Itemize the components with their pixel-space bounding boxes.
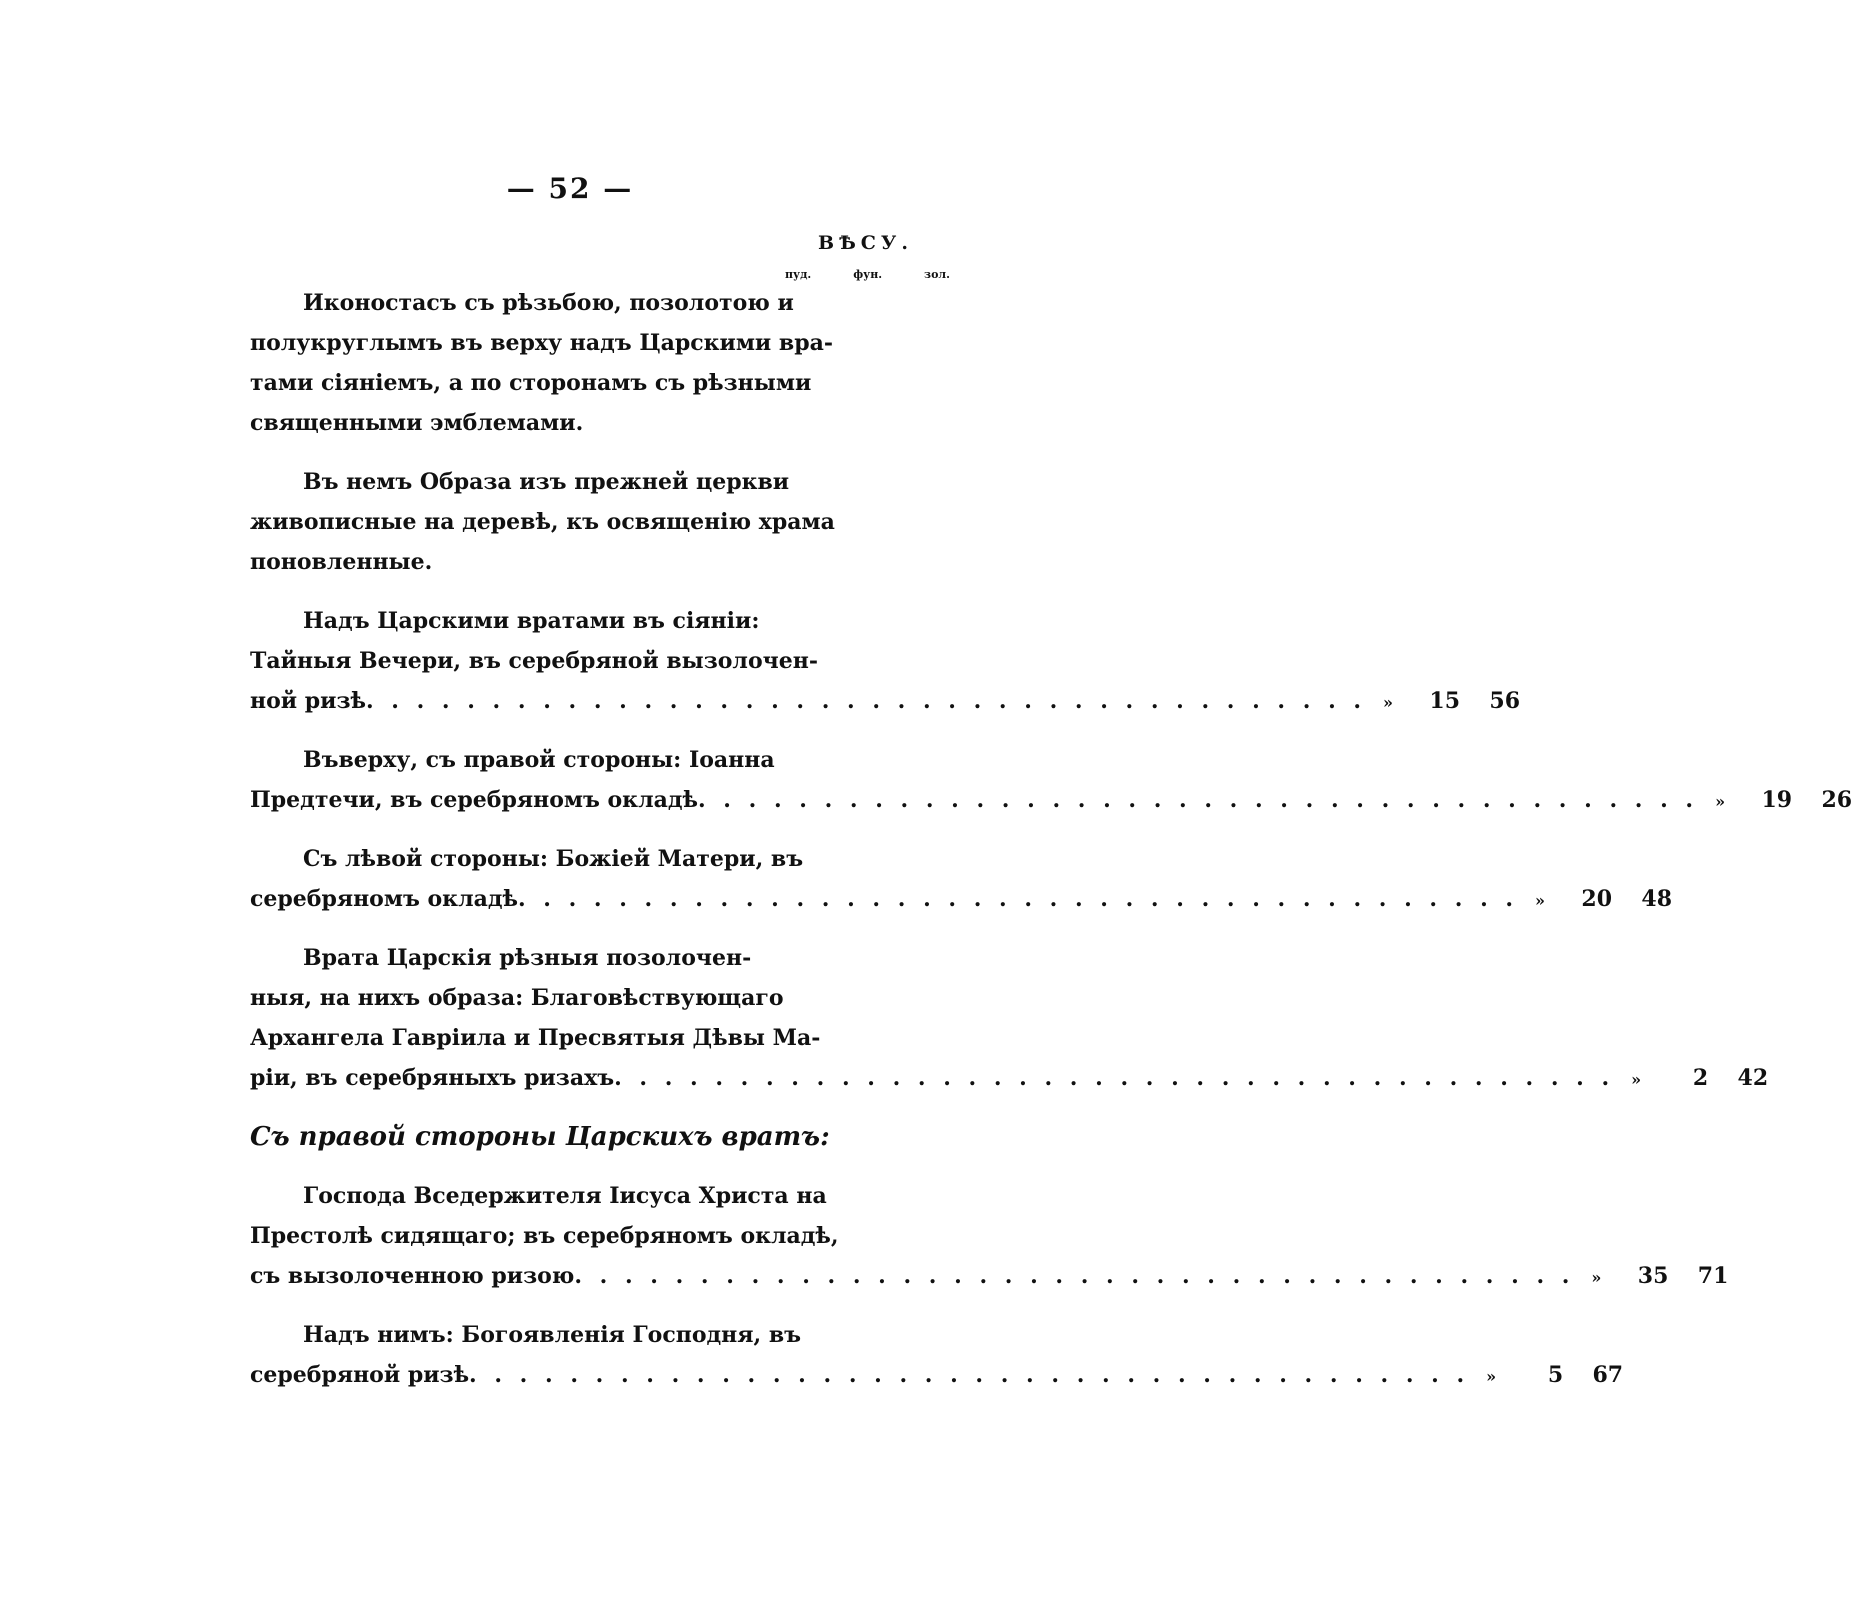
dot-leader	[614, 1058, 1614, 1098]
ditto-mark: »	[1486, 1367, 1497, 1386]
weight-zol: 67	[1592, 1362, 1624, 1388]
weight-fun: 2	[1692, 1065, 1709, 1091]
weight-fun: 19	[1761, 787, 1793, 813]
entry-line: полукруглымъ въ верху надъ Царскими вра-	[250, 330, 833, 356]
weight-zol: 42	[1737, 1065, 1769, 1091]
entry-christ-pantocrator	[250, 1176, 1729, 1296]
unit-pud: пуд.	[785, 268, 812, 281]
entry-last-supper	[250, 601, 1521, 721]
ditto-mark: »	[1383, 693, 1394, 712]
weight-zol: 26	[1821, 787, 1852, 813]
weight-fun: 35	[1637, 1263, 1669, 1289]
entry-line: живописные на деревѣ, къ освященію храма	[250, 509, 835, 535]
dot-leader	[469, 1355, 1469, 1395]
entry-line: тами сіяніемъ, а по сторонамъ съ рѣзными	[250, 370, 812, 396]
entry-line: серебряномъ окладѣ	[250, 886, 518, 912]
entry-line: Тайныя Вечери, въ серебряной вызолочен-	[250, 648, 818, 674]
ditto-mark: »	[1535, 891, 1546, 910]
entry-line: Въ немъ Образа изъ прежней церкви	[303, 469, 790, 495]
entry-line: Господа Вседержителя Іисуса Христа на	[303, 1183, 827, 1209]
weight-fun: 20	[1581, 886, 1613, 912]
entry-icons-intro	[250, 462, 950, 582]
weight-units-row	[785, 268, 950, 281]
entry-line: Врата Царскія рѣзныя позолочен-	[303, 945, 752, 971]
weight-zol: 71	[1697, 1263, 1729, 1289]
entry-line: Иконостасъ съ рѣзьбою, позолотою и	[303, 290, 794, 316]
entry-john-forerunner	[250, 740, 1852, 820]
unit-zol: зол.	[924, 268, 950, 281]
entry-line: ріи, въ серебряныхъ ризахъ	[250, 1065, 615, 1091]
entry-line: съ вызолоченною ризою	[250, 1263, 575, 1289]
entry-line: Предтечи, въ серебряномъ окладѣ	[250, 787, 698, 813]
entry-line: ныя, на нихъ образа: Благовѣствующаго	[250, 985, 784, 1011]
page-number: — 52 —	[506, 172, 634, 205]
entry-line: поновленные.	[250, 549, 433, 575]
weight-fun: 5	[1547, 1362, 1564, 1388]
entry-mother-of-god	[250, 839, 1673, 919]
dot-leader	[574, 1256, 1574, 1296]
entry-theophany	[250, 1315, 1624, 1395]
weight-fun: 15	[1429, 688, 1461, 714]
entry-line: Престолѣ сидящаго; въ серебряномъ окладѣ,	[250, 1223, 839, 1249]
entry-line: Надъ нимъ: Богоявленія Господня, въ	[303, 1322, 802, 1348]
entry-line: Архангела Гавріила и Пресвятыя Дѣвы Ма-	[250, 1025, 821, 1051]
entry-line: ной ризѣ	[250, 688, 366, 714]
entry-line: священными эмблемами.	[250, 410, 584, 436]
entry-royal-doors	[250, 938, 1769, 1098]
section-heading: Съ правой стороны Царскихъ вратъ:	[250, 1122, 830, 1152]
ditto-mark: »	[1591, 1268, 1602, 1287]
entry-line: Въверху, съ правой стороны: Іоанна	[303, 747, 775, 773]
ditto-mark: »	[1715, 792, 1726, 811]
entry-line: Съ лѣвой стороны: Божіей Матери, въ	[303, 846, 804, 872]
unit-fun: фун.	[853, 268, 883, 281]
dot-leader	[518, 879, 1518, 919]
weight-zol: 56	[1489, 688, 1521, 714]
inventory-list	[250, 283, 1852, 1414]
ditto-mark: »	[1631, 1070, 1642, 1089]
dot-leader	[366, 681, 1366, 721]
dot-leader	[698, 780, 1698, 820]
entry-line: серебряной ризѣ	[250, 1362, 470, 1388]
entry-line: Надъ Царскими вратами въ сіяніи:	[303, 608, 760, 634]
weight-column-header: ВѢСУ.	[818, 232, 913, 254]
entry-iconostasis	[250, 283, 950, 443]
weight-zol: 48	[1641, 886, 1673, 912]
